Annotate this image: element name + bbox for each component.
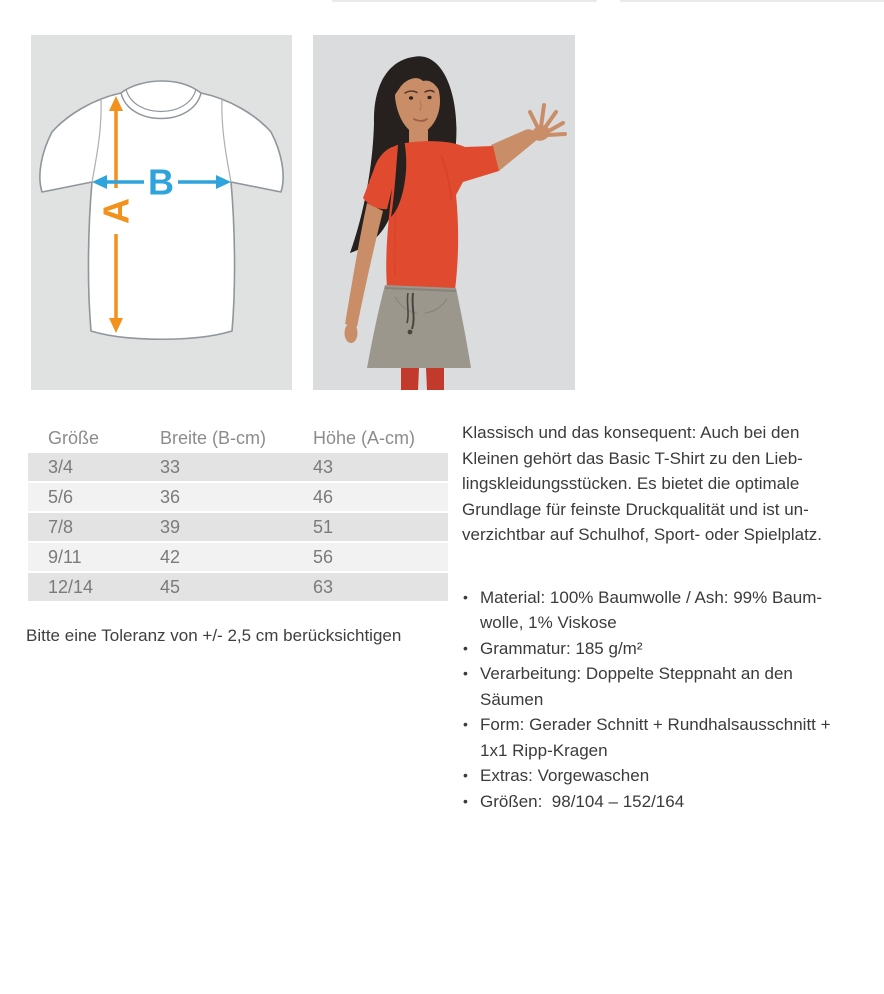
top-divider-left xyxy=(332,0,597,2)
size-table-row xyxy=(28,513,448,541)
label-b: B xyxy=(148,161,174,203)
size-cell: 12/14 xyxy=(48,576,94,597)
size-table xyxy=(28,423,448,603)
width-cell: 45 xyxy=(160,576,181,597)
size-table-row xyxy=(28,573,448,601)
col-header-breite: Breite (B-cm) xyxy=(160,427,267,448)
width-cell: 33 xyxy=(160,456,181,477)
tolerance-note: Bitte eine Toleranz von +/- 2,5 cm berücksichtigen xyxy=(26,626,402,645)
model-photo-panel xyxy=(313,35,575,390)
size-table-row xyxy=(28,453,448,481)
col-header-groesse: Größe xyxy=(48,427,100,448)
product-description xyxy=(462,420,838,814)
height-cell: 43 xyxy=(313,456,334,477)
col-header-hoehe: Höhe (A-cm) xyxy=(313,427,416,448)
size-table-row xyxy=(28,543,448,571)
spec-item: • Form: Gerader Schnitt + Rundhalsausschnitt + 1x1 Ripp-Kragen xyxy=(462,712,838,763)
tshirt-measurement-diagram xyxy=(31,35,292,390)
spec-item: • Verarbeitung: Doppelte Steppnaht an den Säumen xyxy=(462,661,838,712)
size-table-header xyxy=(28,423,448,453)
size-table-body xyxy=(28,453,448,601)
description-intro: Klassisch und das konsequent: Auch bei den Kleinen gehört das Basic T-Shirt zu den Lieblingskleidungsstücken. Es bietet die optimale Grundlage für feinste Druckqualität und ist unverzichtbar auf Schulhof, Sport- oder Spielplatz. xyxy=(462,423,823,544)
top-divider-right xyxy=(620,0,884,2)
size-cell: 7/8 xyxy=(48,516,74,537)
label-a: A xyxy=(95,198,137,224)
size-cell: 5/6 xyxy=(48,486,74,507)
width-cell: 39 xyxy=(160,516,181,537)
spec-item: • Größen: 98/104 – 152/164 xyxy=(462,789,838,815)
spec-item: • Grammatur: 185 g/m² xyxy=(462,636,838,662)
spec-list xyxy=(462,585,838,815)
spec-item: • Material: 100% Baumwolle / Ash: 99% Baumwolle, 1% Viskose xyxy=(462,585,838,636)
height-cell: 56 xyxy=(313,546,334,567)
height-cell: 51 xyxy=(313,516,334,537)
width-cell: 36 xyxy=(160,486,181,507)
height-cell: 46 xyxy=(313,486,334,507)
spec-item: • Extras: Vorgewaschen xyxy=(462,763,838,789)
size-cell: 3/4 xyxy=(48,456,74,477)
height-cell: 63 xyxy=(313,576,334,597)
width-cell: 42 xyxy=(160,546,181,567)
model-photo-graphic xyxy=(313,35,575,390)
size-table-row xyxy=(28,483,448,511)
size-cell: 9/11 xyxy=(48,546,82,567)
size-diagram-panel xyxy=(31,35,292,390)
